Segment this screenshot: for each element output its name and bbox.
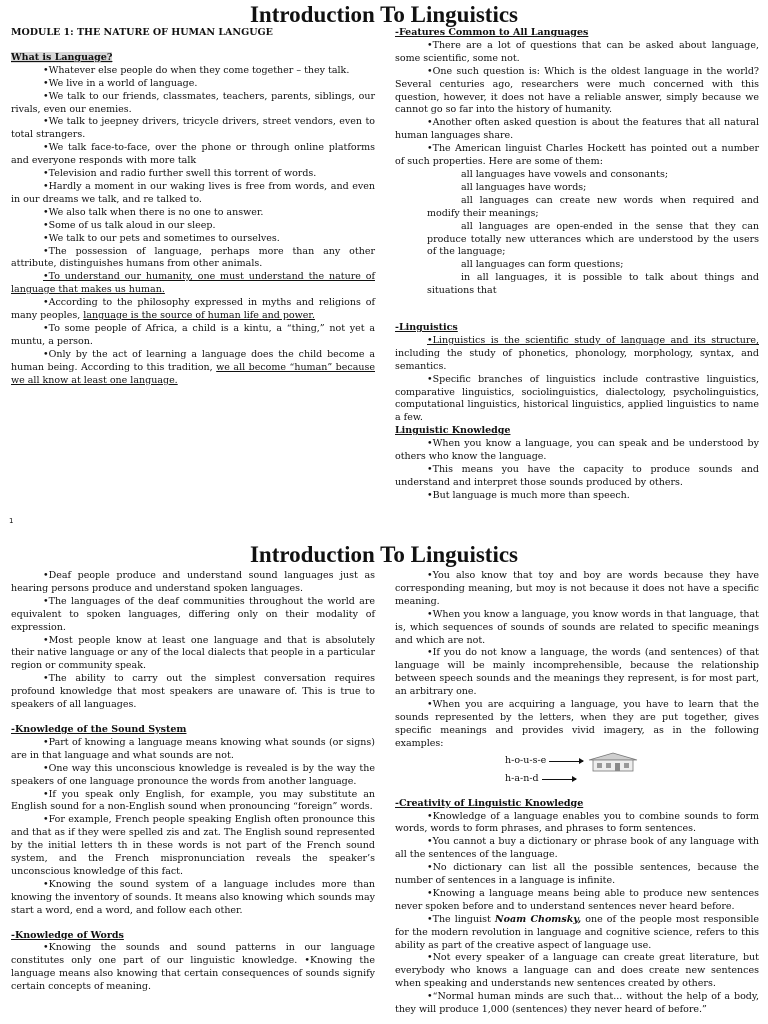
- paragraph: •But language is much more than speech.: [427, 489, 630, 501]
- underlined-text: language is the source of human life and power.: [83, 310, 315, 322]
- paragraph: •Knowing a language means being able to produce new sentences never spoken before and to understand sentences never heard before.: [395, 887, 759, 912]
- spacer: [395, 298, 759, 322]
- paragraph: •The possession of language, perhaps more than any other attribute, distinguishes humans from other animals.: [11, 245, 375, 270]
- property-item: all languages can create new words when required and modify their meanings;: [427, 194, 759, 219]
- paragraph: •Television and radio further swell this torrent of words.: [43, 168, 317, 180]
- paragraph: •Most people know at least one language and that is absolutely their native language or any of the local dialects that people in a particular region or community speak.: [11, 634, 375, 672]
- paragraph: •We talk to our friends, classmates, teachers, parents, siblings, our rivals, even our enemies.: [11, 90, 375, 115]
- paragraph: •One such question is: Which is the oldest language in the world? Several centuries ago, researchers were much concerned with this question, however, it does not have a reliable answer, simply because we cannot go so far into the history of humanity.: [395, 65, 759, 116]
- paragraph: •Hardly a moment in our waking lives is free from words, and even in our dreams we talk, and re talked to.: [11, 180, 375, 205]
- example-word-hand: h-a-n-d: [505, 772, 539, 784]
- paragraph: •Whatever else people do when they come together – they talk.: [43, 64, 350, 76]
- paragraph: •Knowing the sounds and sound patterns in our language constitutes only one part of our linguistic knowledge. •Knowing the language means also knowing that certain consequences of sounds signify certain concepts of meaning.: [11, 942, 375, 993]
- paragraph: •The ability to carry out the simplest conversation requires profound knowledge that most speakers are unaware of. This is true to speakers of all languages.: [11, 673, 375, 711]
- example-house-row: [395, 751, 759, 773]
- paragraph: •There are a lot of questions that can be asked about language, some scientific, some not.: [395, 39, 759, 64]
- spacer: [11, 918, 375, 930]
- paragraph-underlined: •To understand our humanity, one must understand the nature of language that makes us human.: [11, 271, 375, 296]
- spacer: [11, 712, 375, 724]
- paragraph: •We live in a world of language.: [43, 77, 198, 89]
- house-image: [587, 751, 639, 773]
- paragraph: •For example, French people speaking English often pronounce this and that as if they were spelled zis and zat. The English sound represented by the initial letters th in these words is not part of the French sound system, and the French mispronunciation reveals the speaker’s unconscious knowledge of this fact.: [11, 814, 375, 877]
- page-number: 1: [9, 517, 14, 525]
- arrow-icon: [542, 779, 576, 780]
- paragraph: •We talk face-to-face, over the phone or through online platforms and everyone responds with more talk: [11, 142, 375, 167]
- paragraph: •We also talk when there is no one to answer.: [43, 206, 264, 218]
- paragraph: •The American linguist Charles Hockett has pointed out a number of such properties. Here are some of them:: [395, 143, 759, 168]
- section-heading-sound-system: -Knowledge of the Sound System: [11, 723, 187, 735]
- paragraph: [11, 349, 375, 388]
- left-column: [11, 570, 375, 1017]
- section-heading-linguistic-knowledge: Linguistic Knowledge: [395, 425, 511, 437]
- paragraph: •We talk to our pets and sometimes to ourselves.: [43, 232, 280, 244]
- right-column: [395, 27, 759, 503]
- paragraph: •Another often asked question is about the features that all natural human languages share.: [395, 117, 759, 142]
- property-item: in all languages, it is possible to talk about things and situations that: [427, 272, 759, 297]
- text-span: including the study of phonetics, phonology, morphology, syntax, and semantics.: [395, 347, 759, 372]
- underlined-text: •Linguistics is the scientific study of language and its structure,: [427, 334, 759, 346]
- paragraph: •“Normal human minds are such that... without the help of a body, they will produce 1,000 (sentences) they never heard of before.”: [395, 991, 759, 1016]
- page-title: Introduction To Linguistics: [249, 2, 518, 27]
- text-span: •Only by the act of learning a language does the child become a human being. According to this tradition,: [11, 348, 375, 373]
- spacer: [395, 786, 759, 798]
- section-heading-linguistics: -Linguistics: [395, 322, 458, 334]
- paragraph: •When you know a language, you know words in that language, that is, which sequences of sounds of sounds are related to specific meanings and which are not.: [395, 608, 759, 646]
- section-heading-features: -Features Common to All Languages: [395, 27, 589, 38]
- section-heading-creativity: -Creativity of Linguistic Knowledge: [395, 797, 584, 809]
- document-page-2: [0, 540, 768, 1024]
- paragraph: •Knowing the sound system of a language includes more than knowing the inventory of sounds. It means also knowing which sounds may start a word, end a word, and follow each other.: [11, 878, 375, 916]
- paragraph: •Part of knowing a language means knowing what sounds (or signs) are in that language and what sounds are not.: [11, 736, 375, 761]
- paragraph: [395, 914, 759, 953]
- paragraph: •We talk to jeepney drivers, tricycle drivers, street vendors, even to total strangers.: [11, 116, 375, 141]
- paragraph: •The languages of the deaf communities throughout the world are equivalent to spoken languages, differing only on their modality of expression.: [11, 595, 375, 633]
- paragraph: •When you know a language, you can speak and be understood by others who know the language.: [395, 438, 759, 463]
- arrow-icon: [549, 761, 583, 762]
- paragraph: •To some people of Africa, a child is a kintu, a “thing,” not yet a muntu, a person.: [11, 322, 375, 347]
- page-title: Introduction To Linguistics: [249, 542, 518, 567]
- module-heading: MODULE 1: THE NATURE OF HUMAN LANGUGE: [11, 27, 273, 38]
- left-column: [11, 27, 375, 503]
- text-span: •The linguist: [427, 913, 495, 925]
- paragraph: •If you do not know a language, the words (and sentences) of that language will be mainly incomprehensible, because the relationship between speech sounds and the meanings they represent, is for most part, an arbitrary one.: [395, 647, 759, 698]
- paragraph: [11, 297, 375, 323]
- example-hand-row: [395, 773, 759, 786]
- paragraph: [395, 335, 759, 374]
- emphasized-name: Noam Chomsky,: [494, 913, 582, 925]
- paragraph: •This means you have the capacity to produce sounds and understand and interpret those sounds produced by others.: [395, 464, 759, 488]
- paragraph: •Knowledge of a language enables you to combine sounds to form words, words to form phrases, and phrases to form sentences.: [395, 810, 759, 835]
- paragraph: •Not every speaker of a language can create great literature, but everybody who knows a language can and does create new sentences when speaking and understands new sentences created by others.: [395, 952, 759, 990]
- section-heading-knowledge-of-words: -Knowledge of Words: [11, 929, 124, 941]
- highlighted-heading: What is Language?: [11, 51, 113, 63]
- property-item: all languages are open-ended in the sense that they can produce totally new utterances which are understood by the users of the language;: [427, 220, 759, 258]
- property-item: all languages have vowels and consonants;: [461, 168, 669, 180]
- page-columns: [11, 570, 759, 1017]
- property-item: all languages have words;: [461, 181, 587, 193]
- paragraph: •You also know that toy and boy are words because they have corresponding meaning, but moy is not because it does not have a specific meaning.: [395, 570, 759, 607]
- paragraph: •If you speak only English, for example, you may substitute an English sound for a non-English sound when pronouncing “foreign” words.: [11, 788, 375, 813]
- paragraph: •When you are acquiring a language, you have to learn that the sounds represented by the letters, when they are put together, gives specific meanings and provides vivid imagery, as in the following examples:: [395, 699, 759, 749]
- section-heading-what-is-language: [11, 52, 375, 65]
- text-span: one of the people most responsible for the modern revolution in language and cognitive science, refers to this ability as part of the creative aspect of language use.: [395, 913, 759, 951]
- paragraph: •No dictionary can list all the possible sentences, because the number of sentences in a language is infinite.: [395, 862, 759, 887]
- paragraph: •Some of us talk aloud in our sleep.: [43, 219, 216, 231]
- paragraph: •You cannot a buy a dictionary or phrase book of any language with all the sentences of the language.: [395, 836, 759, 861]
- page-columns: [11, 27, 759, 503]
- underlined-text: we all become “human” because we all know at least one language.: [11, 361, 375, 386]
- example-word-house: h-o-u-s-e: [505, 755, 547, 767]
- paragraph: •Specific branches of linguistics include contrastive linguistics, comparative linguistics, sociolinguistics, dialectology, psycholinguistics, computational linguistics, historical linguistics, applied linguistics to name a few.: [395, 373, 759, 424]
- right-column: [395, 570, 759, 1017]
- property-item: all languages can form questions;: [461, 259, 624, 271]
- paragraph: •One way this unconscious knowledge is revealed is by the way the speakers of one language pronounce the words from another language.: [11, 762, 375, 787]
- text-span: •According to the philosophy expressed in myths and religions of many peoples,: [11, 297, 375, 322]
- paragraph: •Deaf people produce and understand sound languages just as hearing persons produce and understand spoken languages.: [11, 570, 375, 594]
